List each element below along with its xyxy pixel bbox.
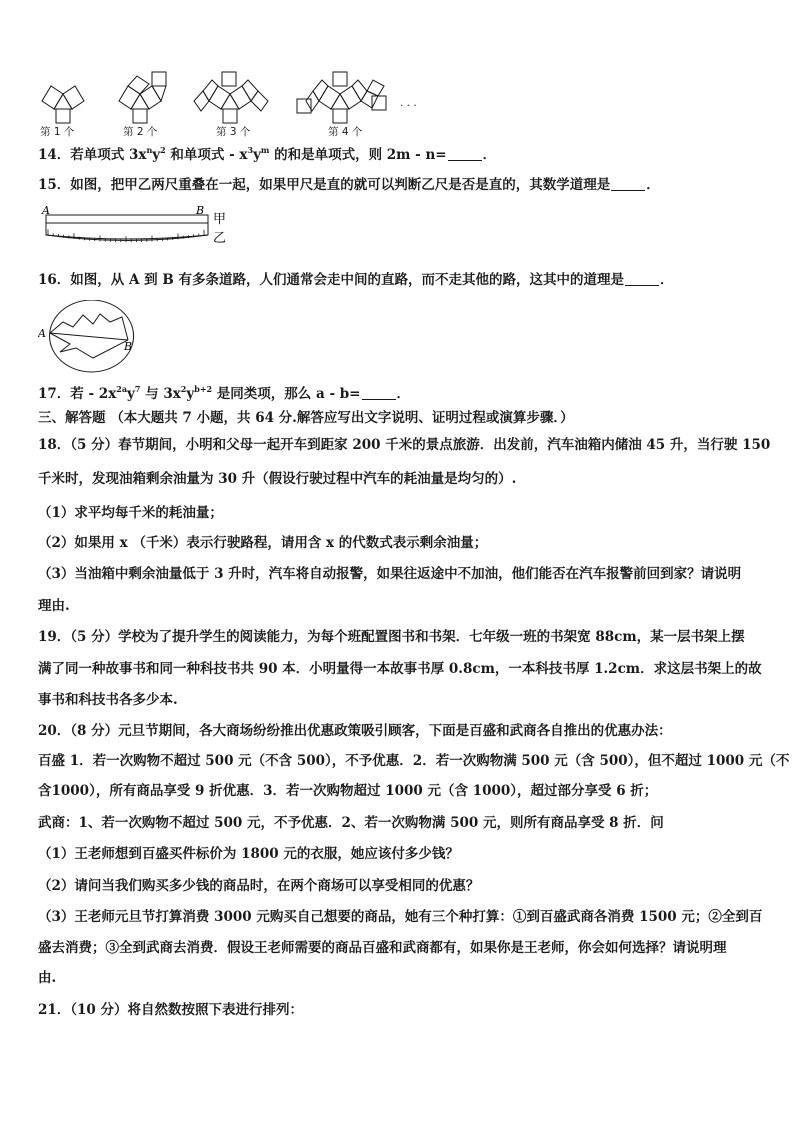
q20-line-1: 20．（8 分）元旦节期间，各大商场纷纷推出优惠政策吸引顾客，下面是百盛和武商各自推出的优惠办法： xyxy=(38,723,672,739)
question-14: 14．若单项式 $3x^ny^2$ 和单项式 - $x^3y^m$ 的和是单项式，则 2m - n= ． xyxy=(38,145,497,163)
figure-label-3: 第 3 个 xyxy=(216,126,251,138)
q20-part-1: （1）王老师想到百盛买件标价为 1800 元的衣服，她应该付多少钱？ xyxy=(38,846,459,862)
ruler-label-jia: 甲 xyxy=(213,212,227,227)
q20-part-2: （2）请问当我们购买多少钱的商品时，在两个商场可以享受相同的优惠？ xyxy=(38,878,480,894)
answer-blank-16[interactable] xyxy=(625,273,659,286)
q19-line-3: 事书和科技书各多少本. xyxy=(38,692,178,708)
path-label-a: A xyxy=(38,327,46,340)
q18-part-3a: （3）当油箱中剩余油量低于 3 升时，汽车将自动报警，如果往返途中不加油，他们能否在汽车报警前回到家？请说明 xyxy=(38,566,742,582)
figure-label-2: 第 2 个 xyxy=(123,126,158,138)
answer-blank-15[interactable] xyxy=(611,178,645,191)
path-label-b: B xyxy=(124,340,133,353)
q19-line-2: 满了同一种故事书和同一种科技书共 90 本．小明量得一本故事书厚 0.8cm，一本科技书厚 1.2cm．求这层书架上的故 xyxy=(38,661,762,677)
q20-line-4: 武商：1、若一次购物不超过 500 元，不予优惠．2、若一次购物满 500 元，则所有商品享受 8 折．问 xyxy=(38,815,664,831)
q18-part-1: （1）求平均每千米的耗油量； xyxy=(38,505,223,521)
pattern-figure-4 xyxy=(297,72,386,123)
q18-part-2: （2）如果用 x （千米）表示行驶路程，请用含 x 的代数式表示剩余油量； xyxy=(38,535,488,551)
figure-label-1: 第 1 个 xyxy=(40,126,75,138)
pattern-figure-1 xyxy=(42,86,84,123)
q20-part-3b: 盛去消费；③全到武商去消费．假设王老师需要的商品百盛和武商都有，如果你是王老师，你会如何选择？请说明理 xyxy=(38,940,727,956)
q20-line-2: 百盛 1．若一次购物不超过 500 元（不含 500），不予优惠．2．若一次购物满 500 元（含 500），但不超过 1000 元（不 xyxy=(38,753,790,769)
answer-blank-17[interactable] xyxy=(362,387,396,400)
q19-line-1: 19．（5 分）学校为了提升学生的阅读能力，为每个班配置图书和书架．七年级一班的书架宽 88cm，某一层书架上摆 xyxy=(38,629,745,645)
question-17: 17．若 - $2x^{2a}y^7$ 与 $3x^2y^{b+2}$ 是同类项，那么 a - b= ． xyxy=(38,384,410,402)
figure-ellipsis: · · · xyxy=(400,100,417,112)
ruler-label-b: B xyxy=(196,204,205,217)
q18-line-2: 千米时，发现油箱剩余油量为 30 升（假设行驶过程中汽车的耗油量是均匀的）. xyxy=(38,471,517,487)
ruler-label-yi: 乙 xyxy=(213,231,227,246)
answer-blank-14[interactable] xyxy=(448,148,482,161)
figure-label-4: 第 4 个 xyxy=(328,126,363,138)
q21-line-1: 21．（10 分）将自然数按照下表进行排列： xyxy=(38,1002,304,1018)
question-16: 16．如图，从 A 到 B 有多条道路，人们通常会走中间的直路，而不走其他的路，这其中的道理是 ． xyxy=(38,272,674,288)
ruler-label-a: A xyxy=(42,204,50,217)
q20-line-3: 含1000），所有商品享受 9 折优惠．3．若一次购物超过 1000 元（含 1000），超过部分享受 6 折； xyxy=(38,783,658,799)
q20-part-3c: 由. xyxy=(38,970,57,986)
q18-line-1: 18．（5 分）春节期间，小明和父母一起开车到距家 200 千米的景点旅游．出发前，汽车油箱内储油 45 升，当行驶 150 xyxy=(38,437,771,453)
q18-part-3b: 理由. xyxy=(38,598,70,614)
rulers-figure xyxy=(38,203,278,253)
paths-figure xyxy=(38,300,168,380)
pattern-figures xyxy=(0,0,794,140)
question-15: 15．如图，把甲乙两尺重叠在一起，如果甲尺是直的就可以判断乙尺是否是直的，其数学道理是 ． xyxy=(38,177,660,193)
pattern-figure-3 xyxy=(194,72,268,123)
section-3-heading: 三、解答题 （本大题共 7 小题，共 64 分.解答应写出文字说明、证明过程或演算步骤．） xyxy=(38,410,574,426)
q20-part-3a: （3）王老师元旦节打算消费 3000 元购买自己想要的商品，她有三个种打算：①到百盛武商各消费 1500 元；②全到百 xyxy=(38,909,763,925)
pattern-figure-2 xyxy=(119,72,166,123)
